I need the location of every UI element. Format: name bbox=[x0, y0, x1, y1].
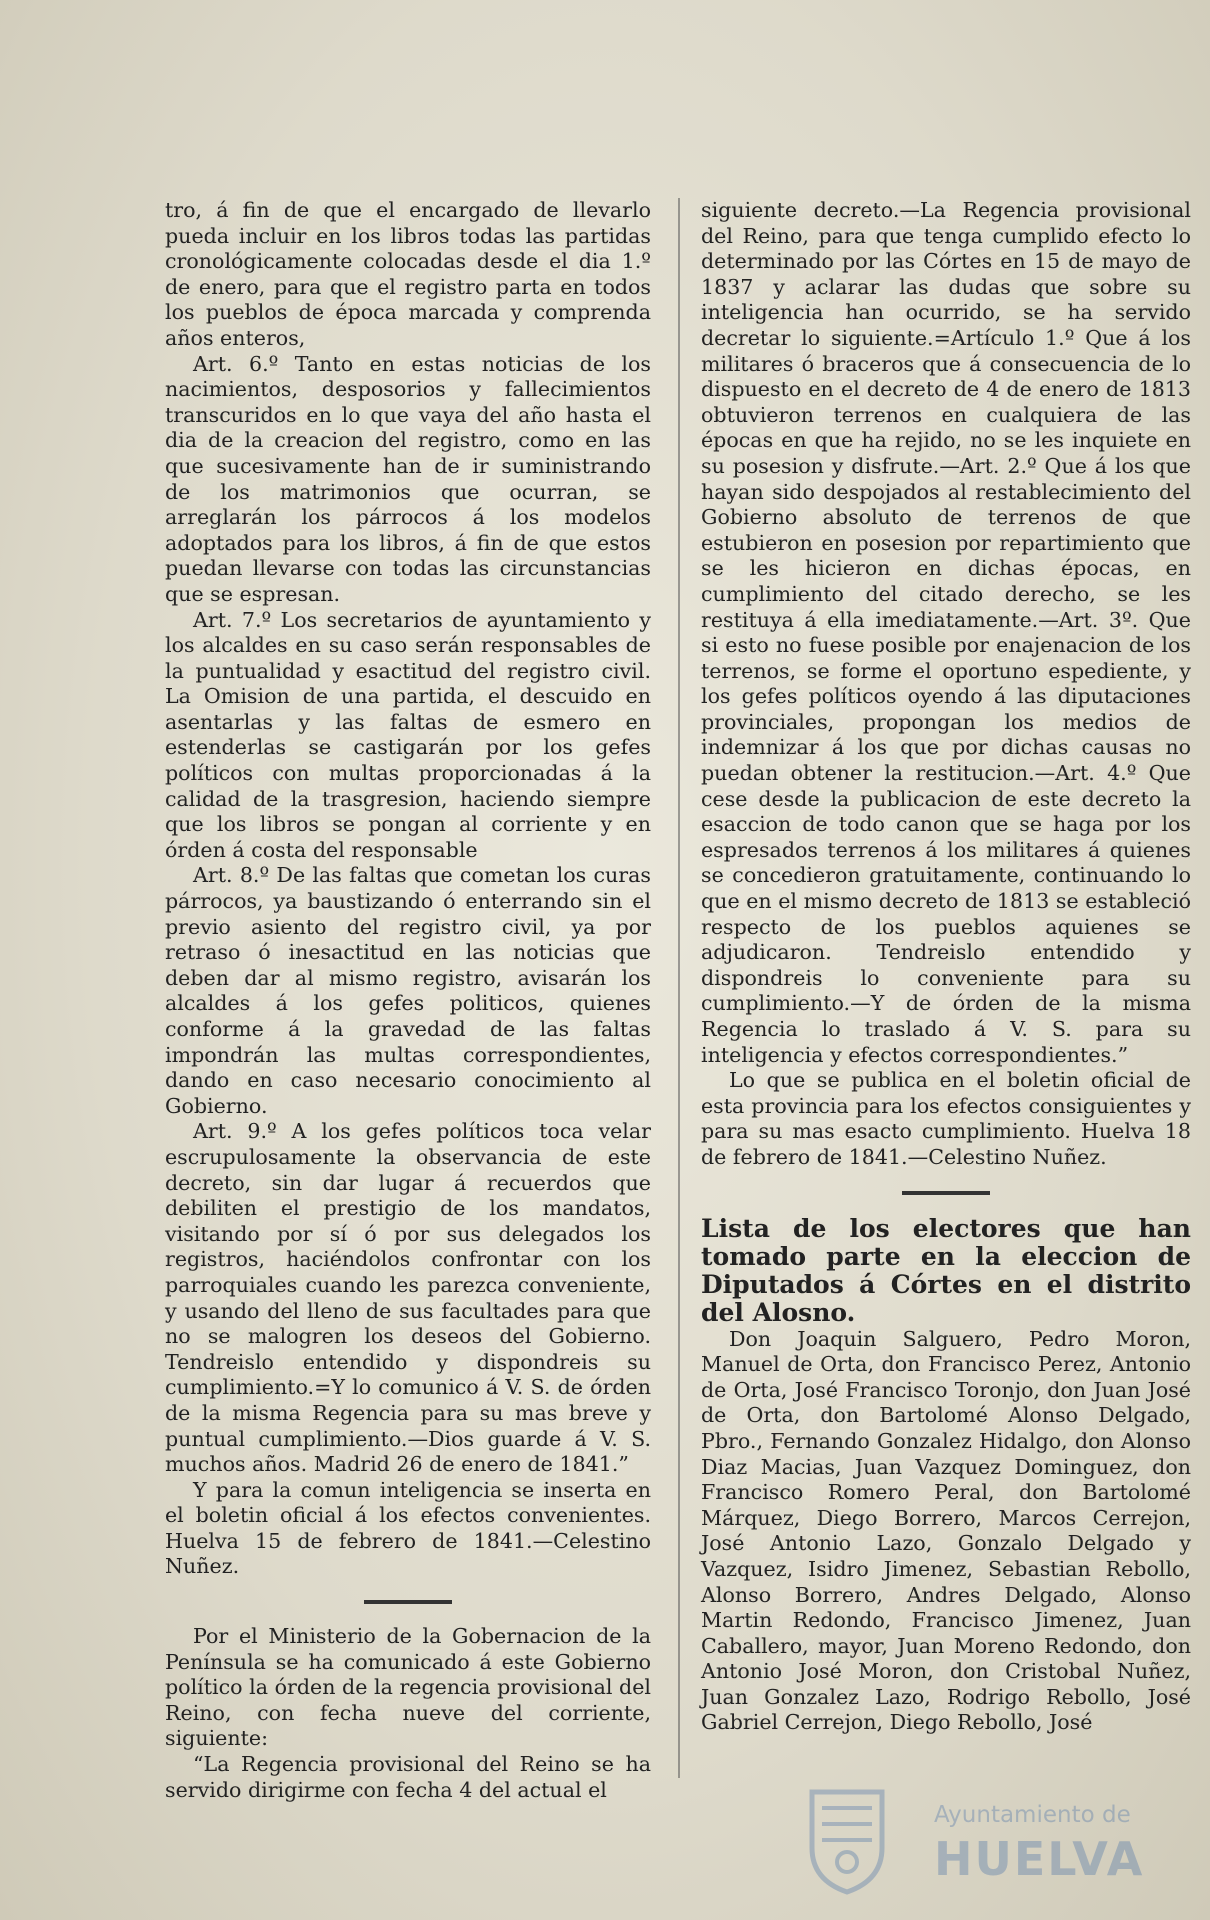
section-separator bbox=[902, 1191, 990, 1195]
paragraph-art-7: Art. 7.º Los secretarios de ayuntamiento y los alcaldes en su caso serán responsables de la puntualidad y esactitud del registro civil. La Omision de una partida, el descuido en asentarlas y las faltas de esmero en estenderlas se castigarán por los gefes políticos con multas proporcionadas á la calidad de la trasgresion, haciendo siempre que los libros se pongan al corriente y en órden á costa del responsable bbox=[165, 607, 651, 862]
left-column bbox=[165, 198, 651, 1803]
city-shield-icon bbox=[808, 1788, 886, 1896]
column-divider bbox=[678, 198, 680, 1778]
watermark-title: HUELVA bbox=[934, 1832, 1145, 1886]
paragraph-regency-quote: “La Regencia provisional del Reino se ha servido dirigirme con fecha 4 del actual el bbox=[165, 1752, 651, 1802]
paragraph-intro: tro, á fin de que el encargado de llevarlo pueda incluir en los libros todas las partidas cronológicamente colocadas desde el dia 1.º de enero, para que el registro parta en todos los pueblos de época marcada y comprenda años enteros, bbox=[165, 198, 651, 350]
paragraph-decree: siguiente decreto.—La Regencia provisional del Reino, para que tenga cumplido efecto lo determinado por las Córtes en 15 de mayo de 1837 y aclarar las dudas que sobre su inteligencia han ocurrido, se ha servido decretar lo siguiente.=Artículo 1.º Que á los militares ó braceros que á consecuencia de lo dispuesto en el decreto de 4 de enero de 1813 obtuvieron terrenos en cualquiera de las épocas en que ha rejido, no se les inquiete en su posesion y disfrute.—Art. 2.º Que á los que hayan sido despojados al restablecimiento del Gobierno absoluto de terrenos de que estubieron en posesion por repartimiento que se les hicieron en dichas épocas, en cumplimiento del citado derecho, se les restituya á ella imediatamente.—Art. 3º. Que si esto no fuese posible por enajenacion de los terrenos, se forme el oportuno espediente, y los gefes políticos oyendo á las diputaciones provinciales, propongan los medios de indemnizar á los que por dichas causas no puedan obtener la restitucion.—Art. 4.º Que cese desde la publicacion de este decreto la esaccion de todo canon que se haga por los espresados terrenos á los militares á quienes se concedieron gratuitamente, continuando lo que en el mismo decreto de 1813 se estableció respecto de los pueblos aquienes se adjudicaron. Tendreislo entendido y dispondreis lo conveniente para su cumplimiento.—Y de órden de la misma Regencia lo traslado á V. S. para su inteligencia y efectos correspondientes.” bbox=[701, 198, 1191, 1067]
section-separator bbox=[364, 1600, 452, 1604]
archive-watermark bbox=[808, 1788, 1148, 1898]
paragraph-ministry-notice: Por el Ministerio de la Gobernacion de la Península se ha comunicado á este Gobierno político la órden de la regencia provisional del Reino, con fecha nueve del corriente, siguiente: bbox=[165, 1624, 651, 1751]
paragraph-insertion-note: Y para la comun inteligencia se inserta en el boletin oficial á los efectos convenientes. Huelva 15 de febrero de 1841.—Celestino Nuñez. bbox=[165, 1477, 651, 1579]
paragraph-art-8: Art. 8.º De las faltas que cometan los curas párrocos, ya baustizando ó enterrando sin el previo asiento del registro civil, ya por retraso ó inesactitud en las noticias que deben dar al mismo registro, avisarán los alcaldes á los gefes politicos, quienes conforme á la gravedad de las faltas impondrán las multas correspondientes, dando en caso necesario conocimiento al Gobierno. bbox=[165, 863, 651, 1118]
right-column bbox=[701, 198, 1191, 1736]
paragraph-art-9: Art. 9.º A los gefes políticos toca velar escrupulosamente la observancia de este decreto, sin dar lugar á recuerdos que debiliten el prestigio de los mandatos, visitando por sí ó por sus delegados los registros, haciéndolos confrontar con los parroquiales cuando les parezca conveniente, y usando del lleno de sus facultades para que no se malogren los deseos del Gobierno. Tendreislo entendido y dispondreis su cumplimiento.=Y lo comunico á V. S. de órden de la misma Regencia para su mas breve y puntual cumplimiento.—Dios guarde á V. S. muchos años. Madrid 26 de enero de 1841.” bbox=[165, 1119, 651, 1477]
paragraph-art-6: Art. 6.º Tanto en estas noticias de los nacimientos, desposorios y fallecimientos transcuridos en lo que vaya del año hasta el dia de la creacion del registro, como en las que sucesivamente han de ir suministrando de los matrimonios que ocurran, se arreglarán los párrocos á los modelos adoptados para los libros, á fin de que estos puedan llevarse con todas las circunstancias que se espresan. bbox=[165, 351, 651, 606]
electors-list: Don Joaquin Salguero, Pedro Moron, Manuel de Orta, don Francisco Perez, Antonio de Orta, José Francisco Toronjo, don Juan José de Orta, don Bartolomé Alonso Delgado, Pbro., Fernando Gonzalez Hidalgo, don Alonso Diaz Macias, Juan Vazquez Dominguez, don Francisco Romero Peral, don Bartolomé Márquez, Diego Borrero, Marcos Cerrejon, José Antonio Lazo, Gonzalo Delgado y Vazquez, Isidro Jimenez, Sebastian Rebollo, Alonso Borrero, Andres Delgado, Alonso Martin Redondo, Francisco Jimenez, Juan Caballero, mayor, Juan Moreno Redondo, don Antonio José Moron, don Cristobal Nuñez, Juan Gonzalez Lazo, Rodrigo Rebollo, José Gabriel Cerrejon, Diego Rebollo, José bbox=[701, 1326, 1191, 1735]
electors-list-heading: Lista de los electores que han tomado parte en la eleccion de Diputados á Córtes en el distrito del Alosno. bbox=[701, 1213, 1191, 1327]
paragraph-publication-note: Lo que se publica en el boletin oficial de esta provincia para los efectos consiguientes y para su mas esacto cumplimiento. Huelva 18 de febrero de 1841.—Celestino Nuñez. bbox=[701, 1068, 1191, 1169]
watermark-subtitle: Ayuntamiento de bbox=[934, 1802, 1131, 1828]
